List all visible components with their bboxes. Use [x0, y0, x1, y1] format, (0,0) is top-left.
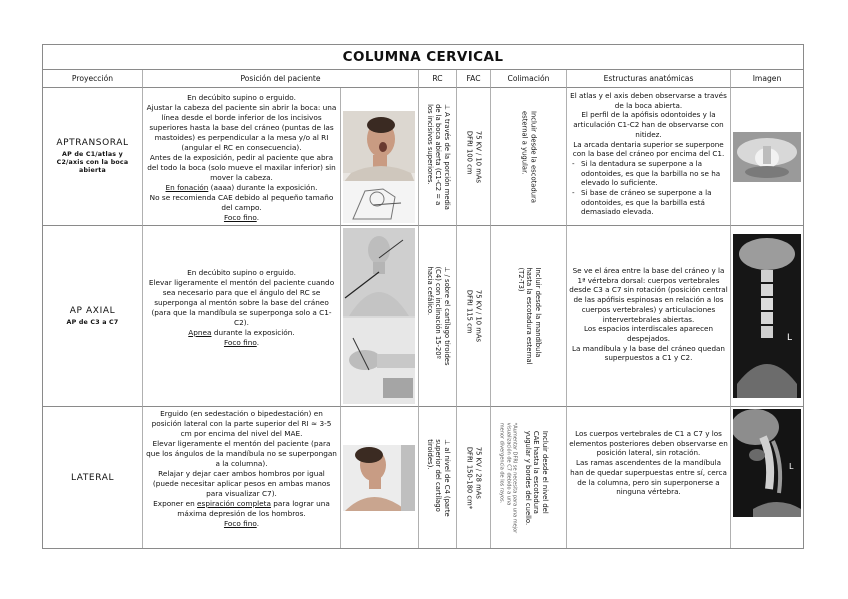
patient-photo-lateral — [343, 445, 415, 511]
colimacion-note: *Aumentar DFRI se necesita para una mejor visualización de C7 debido a una menor divergencia de los rayos. — [498, 422, 518, 533]
rc-text: ⊥ al nivel de C4 (parte superior del cartílago tiroides). — [425, 438, 451, 517]
row1-colimacion — [491, 88, 567, 226]
radiography-table — [42, 44, 804, 549]
header-posicion: Posición del paciente — [143, 70, 419, 88]
row2-projection — [43, 226, 143, 407]
row3-estructuras: Los cuerpos vertebrales de C1 a C7 y los elementos posteriores deben observarse en posición lateral, sin rotación. Las ramas ascendentes de la mandíbula han de quedar superpuestas entre sí, cerca de la columna, pero sin superponerse a ninguna vértebra. — [567, 407, 731, 548]
position-line: No se recomienda CAE debido al pequeño tamaño del campo. — [149, 193, 334, 212]
position-line: Elevar ligeramente el mentón del paciente cuando sea necesario para que el ángulo del RC se superponga al mentón sobre la base del cráneo (para que la mandíbula se superponga solo a C1-C2). — [148, 278, 335, 327]
position-underlined: espiración completa — [197, 499, 271, 508]
projection-subtitle: AP de C1/atlas y C2/axis con la boca abierta — [56, 151, 129, 174]
header-proyeccion: Proyección — [43, 70, 143, 88]
position-line: Ajustar la cabeza del paciente sin abrir la boca: una línea desde el borde inferior de los incisivos superiores hasta la base del cráneo (puntas de las mastoides) es perpendicular a la mesa y/o al RI (angular el RC en consecuencia). — [146, 103, 337, 152]
position-underlined: Apnea — [188, 328, 212, 337]
row3-colimacion — [491, 407, 567, 548]
position-line: En decúbito supino o erguido. — [187, 268, 296, 277]
row3-fac — [457, 407, 491, 548]
row2-position — [143, 226, 341, 407]
row3-rc — [419, 407, 457, 548]
colimacion-text: Incluir desde el nivel del CAE hasta la escotadura yugular y bordes del cuello. — [523, 430, 549, 525]
estructura-line: La mandíbula y la base del cráneo quedan superpuestos a C1 y C2. — [572, 343, 725, 363]
row1-position — [143, 88, 341, 226]
svg-text:L: L — [787, 333, 793, 343]
svg-text:L: L — [789, 462, 794, 471]
row1-fac — [457, 88, 491, 226]
estructura-line: Los espacios interdiscales aparecen despejados. — [583, 324, 714, 343]
colimacion-text: Incluir desde la mandíbula hasta la escotadura esternal (T2-T3) — [516, 267, 542, 365]
projection-name: APTRANSORAL — [56, 138, 129, 148]
colimacion-text: Incluir desde la escotadura esternal a yugular. — [520, 110, 538, 203]
rc-text: ⊥ A través de la porción media de la boca abierta (C1-C2 = a los incisivos superiores. — [425, 103, 451, 210]
projection-name: AP AXIAL — [69, 305, 116, 316]
position-focus: Foco fino. — [223, 338, 260, 347]
position-focus: Foco fino. — [223, 519, 260, 528]
row3-projection — [43, 407, 143, 548]
position-line: En decúbito supino o erguido. — [187, 93, 296, 102]
fac-text: 75 KV / 10 mAs DFRI 100 cm — [465, 130, 483, 183]
header-imagen: Imagen — [731, 70, 803, 88]
row3-photo-cell — [341, 407, 419, 548]
projection-subtitle: AP de C3 a C7 — [66, 318, 119, 326]
row2-image — [731, 226, 803, 407]
position-line: Erguido (en sedestación o bipedestación) en posición lateral con la parte superior del RI ≈ 3-5 cm por encima del nivel del MAE. — [151, 409, 332, 438]
position-focus: Foco fino. — [223, 213, 260, 222]
row1-estructuras — [567, 88, 731, 226]
row3-image — [731, 407, 803, 548]
header-estructuras: Estructuras anatómicas — [567, 70, 731, 88]
row1-photo-cell — [341, 88, 419, 226]
header-colimacion: Colimación — [491, 70, 567, 88]
estructura-line: El perfil de la apófisis odontoides y la articulación C1-C2 han de observarse con nitidez. — [573, 110, 724, 139]
position-underlined: En fonación — [165, 183, 209, 192]
row1-image — [731, 88, 803, 226]
xray-transoral — [733, 132, 801, 182]
estructura-line: La arcada dentaria superior se superpone con la base del cráneo por encima del C1. — [572, 139, 725, 159]
position-line: En fonación (aaaa) durante la exposición. — [165, 183, 318, 192]
patient-photo-axial — [343, 228, 415, 404]
position-line: Antes de la exposición, pedir al paciente que abra del todo la boca (solo mueve el maxilar inferior) sin mover la cabeza. — [147, 153, 336, 182]
position-line: Exponer en espiración completa para lograr una máxima depresión de los hombros. — [153, 499, 330, 518]
estructura-line: Se ve el área entre la base del cráneo y la 1ª vértebra dorsal: cuerpos vertebrales desde C3 a C7 sin rotación (posición central de las apófisis espinosas en relación a los cuerpos vertebrales) y articulaciones intervertebrales abiertas. — [569, 266, 728, 324]
fac-text: 75 KV / 10 mAs DFRI 115 cm — [465, 289, 483, 343]
rc-text: ⊥ / sobre el cartílago tiroides (C4) con inclinación 15-20º hacia cefálico. — [425, 266, 451, 366]
row2-rc — [419, 226, 457, 407]
estructura-bullet: - Si la dentadura se superpone a la odontoides, es que la barbilla no se ha elevado lo suficiente. — [569, 159, 728, 188]
header-fac: FAC — [457, 70, 491, 88]
fac-text: 75 KV / 28 mAs DFRI 150-180 cm* — [465, 446, 483, 509]
row2-estructuras — [567, 226, 731, 407]
position-line: Elevar ligeramente el mentón del paciente (para que los ángulos de la mandíbula no se superpongan a la columna). — [146, 439, 337, 468]
row2-photo-cell — [341, 226, 419, 407]
xray-ap-axial — [733, 234, 801, 398]
projection-name: LATERAL — [70, 472, 115, 483]
row2-fac — [457, 226, 491, 407]
row1-rc — [419, 88, 457, 226]
position-line: Relajar y dejar caer ambos hombros por igual (puede necesitar aplicar pesos en ambas manos para visualizar C7). — [152, 469, 331, 498]
row1-projection — [43, 88, 143, 226]
estructura-line: El atlas y el axis deben observarse a través de la boca abierta. — [570, 91, 727, 110]
position-line: Apnea durante la exposición. — [188, 328, 295, 337]
row3-position — [143, 407, 341, 548]
table-title: COLUMNA CERVICAL — [43, 45, 803, 70]
row2-colimacion — [491, 226, 567, 407]
patient-photo-transoral — [343, 111, 415, 223]
header-rc: RC — [419, 70, 457, 88]
xray-lateral — [733, 409, 801, 517]
estructura-bullet: - Si base de cráneo se superpone a la odontoides, es que la barbilla está demasiado elevada. — [569, 188, 728, 217]
